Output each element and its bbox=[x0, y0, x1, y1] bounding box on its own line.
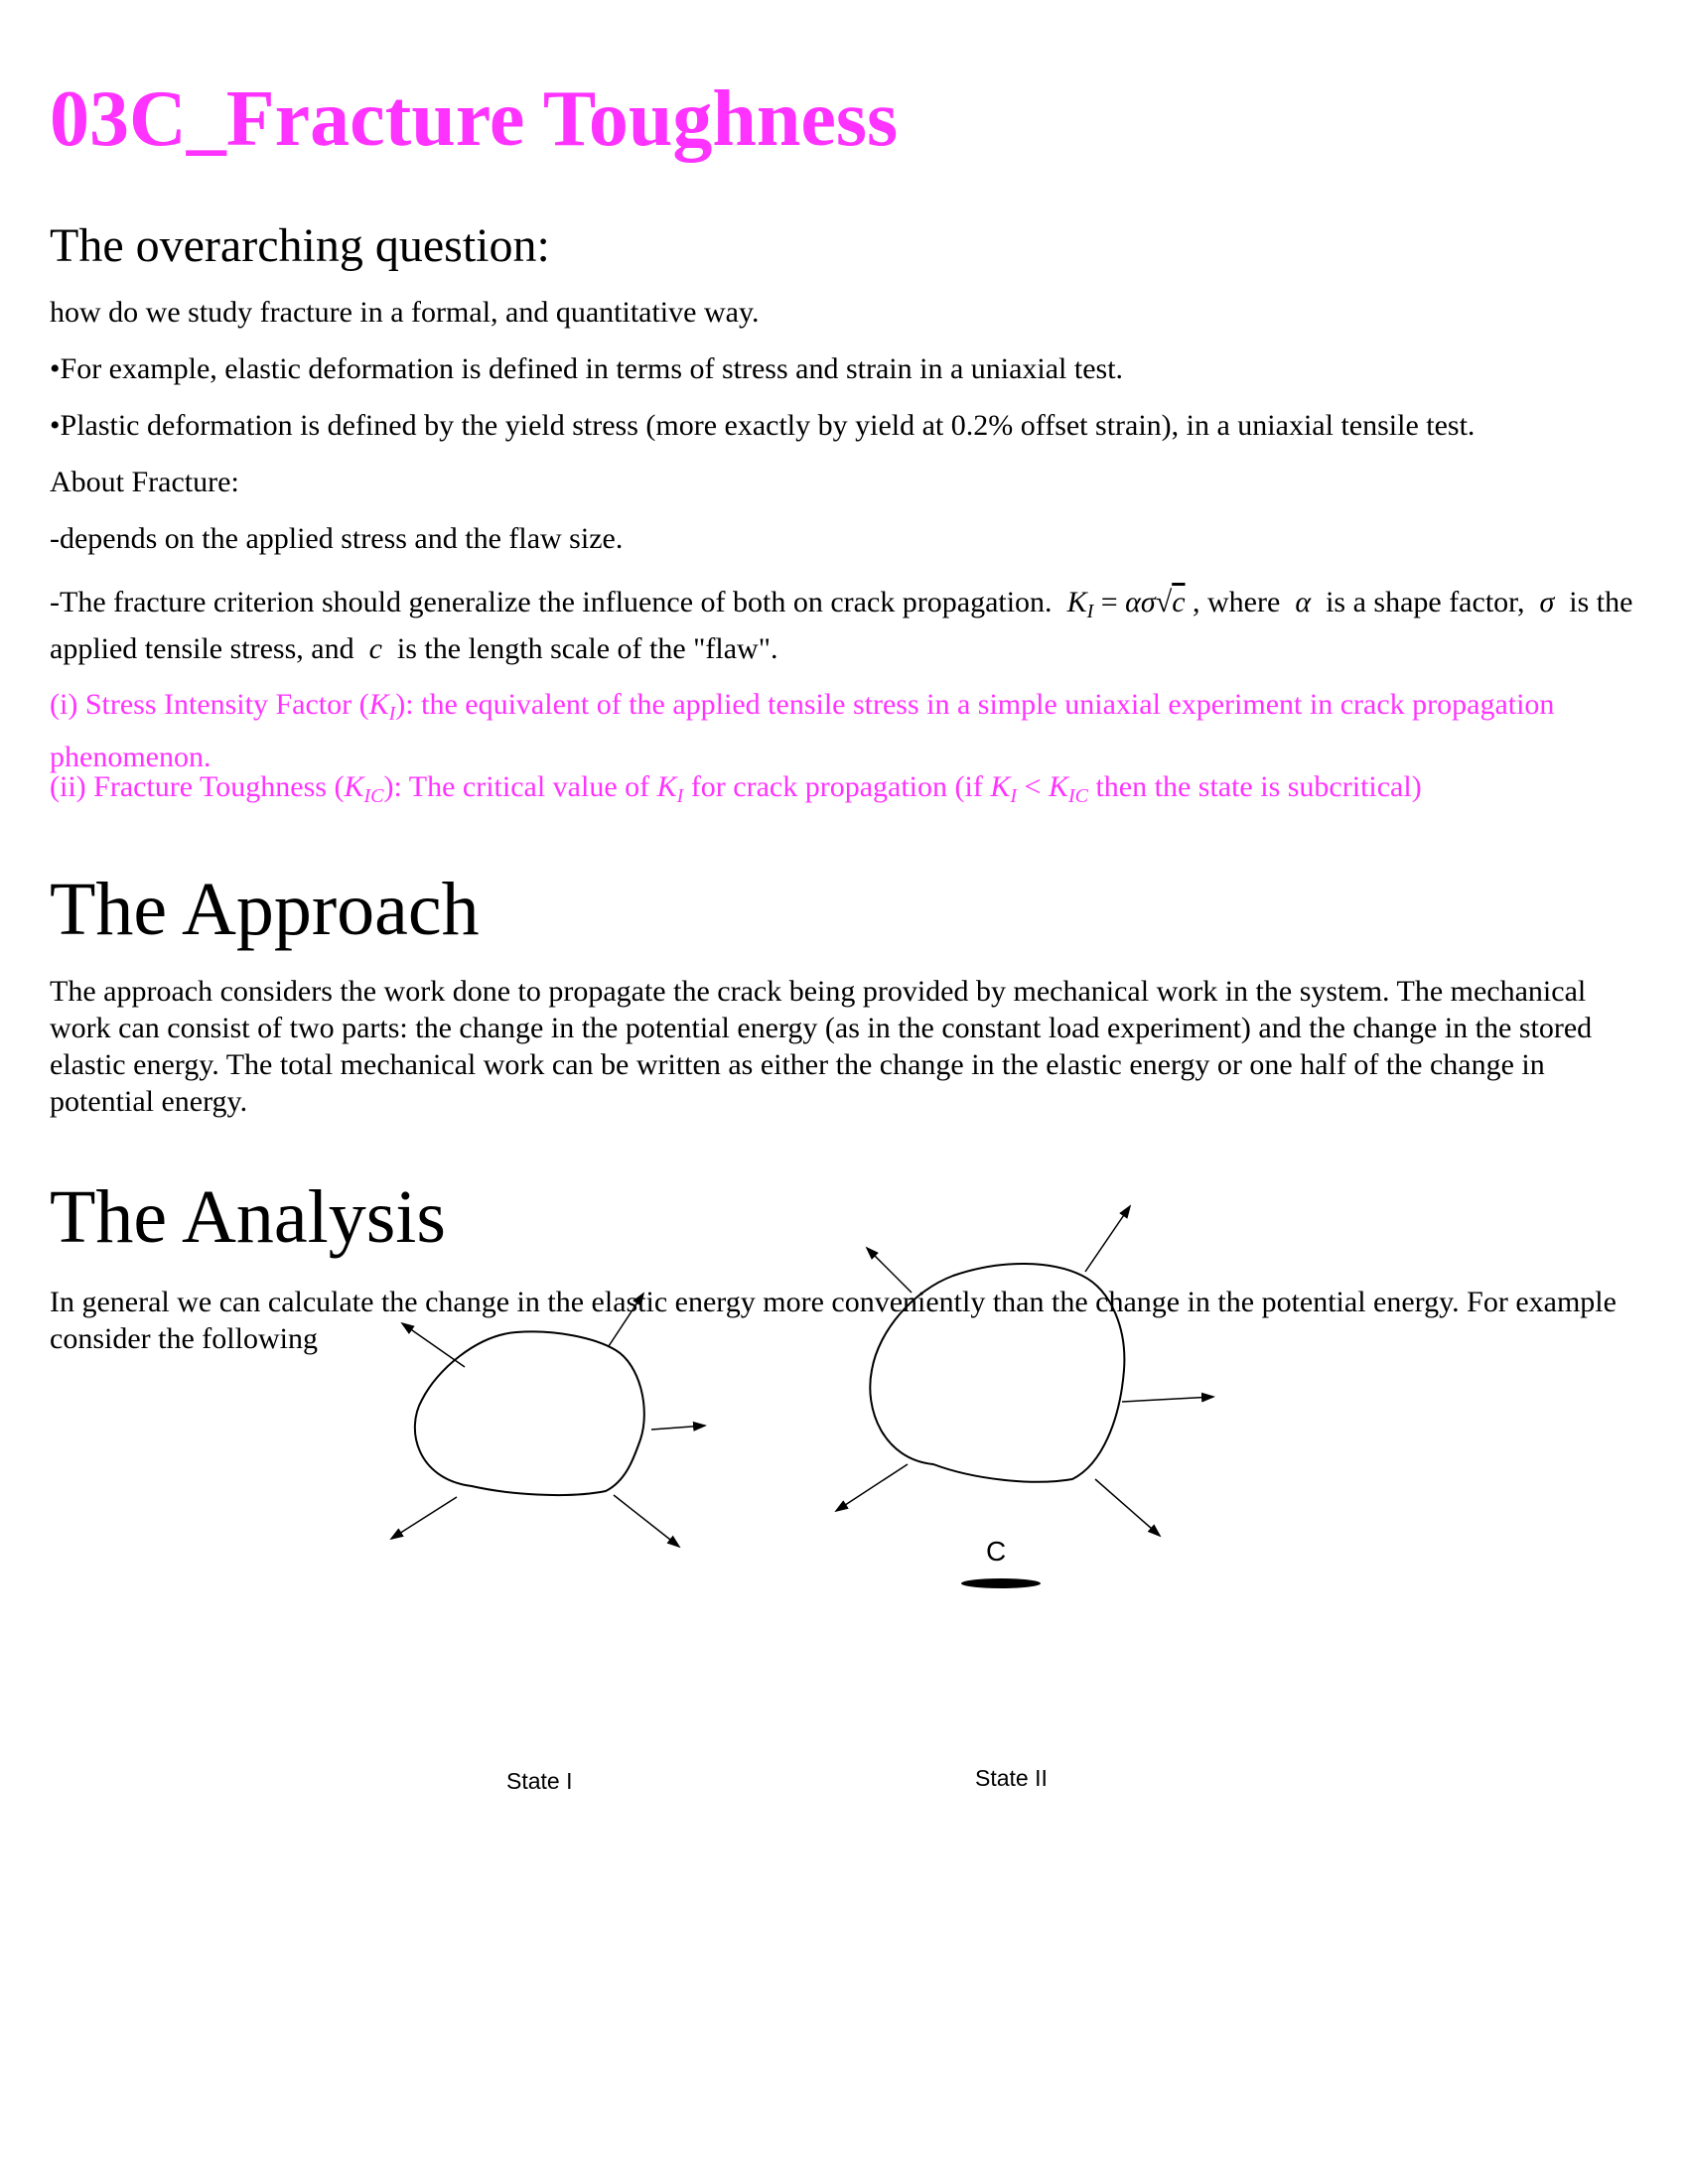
criterion-text-b: , where bbox=[1193, 586, 1281, 618]
crack-label: C bbox=[986, 1536, 1007, 1567]
bullet-elastic: •For example, elastic deformation is defined in terms of stress and strain in a uniaxial test. bbox=[50, 352, 1124, 385]
alpha-symbol: α bbox=[1287, 586, 1319, 618]
question-line: how do we study fracture in a formal, and quantitative way. bbox=[50, 296, 760, 329]
state1-label: State I bbox=[506, 1768, 573, 1794]
analysis-heading: The Analysis bbox=[50, 1175, 446, 1259]
formula-ki: $K_I = \alpha\sigma√c$ bbox=[1066, 586, 1186, 622]
criterion-text-a: -The fracture criterion should generalize the influence of both on crack propagation. bbox=[50, 586, 1053, 618]
state1-arrow-upper-right bbox=[609, 1294, 643, 1346]
sigma-symbol: σ bbox=[1531, 586, 1562, 618]
criterion-text-d: is the applied tensile stress, and bbox=[50, 586, 1633, 665]
question-heading: The overarching question: bbox=[50, 219, 550, 272]
sif-definition: (i) Stress Intensity Factor $(K_I)$: the equivalent of the applied tensile stress in a simple uniaxial experiment in crack propagation phenomenon. bbox=[50, 688, 1555, 773]
state2-body bbox=[870, 1264, 1124, 1482]
analysis-body: In general we can calculate the change in the elastic energy more conveniently than the change in the potential energy. For example consider the following bbox=[50, 1286, 1617, 1355]
state1-arrow-right bbox=[651, 1426, 705, 1430]
approach-body: The approach considers the work done to propagate the crack being provided by mechanical work in the system. The mechanical work can consist of two parts: the change in the potential energy (as in the constant load experiment) and the change in the stored elastic energy. The total mechanical work can be written as either the change in the elastic energy or one half of the change in potential energy. bbox=[50, 975, 1593, 1118]
depends-line: -depends on the applied stress and the flaw size. bbox=[50, 522, 624, 555]
state2-label: State II bbox=[975, 1765, 1048, 1791]
criterion-text-e: is the length scale of the "flaw". bbox=[396, 632, 778, 665]
state2-arrow-right bbox=[1122, 1397, 1213, 1402]
state1-arrow-lower-right bbox=[614, 1495, 679, 1547]
about-fracture: About Fracture: bbox=[50, 466, 239, 498]
state2-arrow-lower-left bbox=[836, 1464, 908, 1511]
ft-definition: (ii) Fracture Toughness $(K_{IC})$: The critical value of $K_I$ for crack propagation (if $K_I < K_{IC}$ then the state is subcritical) bbox=[50, 770, 1422, 807]
ft-text-c: for crack propagation (if bbox=[690, 770, 983, 803]
state1-arrow-upper-left bbox=[402, 1323, 465, 1367]
bullet-plastic: •Plastic deformation is defined by the yield stress (more exactly by yield at 0.2% offset strain), in a uniaxial tensile test. bbox=[50, 409, 1476, 442]
ft-text-a: (ii) Fracture Toughness ( bbox=[50, 770, 345, 803]
criterion-text-c: is a shape factor, bbox=[1326, 586, 1525, 618]
state1-arrow-lower-left bbox=[391, 1497, 457, 1539]
state2-arrow-upper-right bbox=[1085, 1206, 1130, 1272]
state2-arrow-lower-right bbox=[1095, 1479, 1160, 1536]
c-symbol: c bbox=[361, 632, 390, 665]
page-title: 03C_Fracture Toughness bbox=[50, 75, 899, 163]
sif-text-a: (i) Stress Intensity Factor ( bbox=[50, 688, 369, 721]
sif-text-b: ): the equivalent of the applied tensile stress in a simple uniaxial experiment in crack propagation phenomenon. bbox=[50, 688, 1555, 773]
state2-arrow-upper-left bbox=[867, 1248, 912, 1293]
ft-text-b: ): The critical value of bbox=[383, 770, 650, 803]
crack bbox=[961, 1578, 1041, 1588]
ft-text-d: then the state is subcritical) bbox=[1095, 770, 1422, 803]
approach-heading: The Approach bbox=[50, 868, 480, 951]
